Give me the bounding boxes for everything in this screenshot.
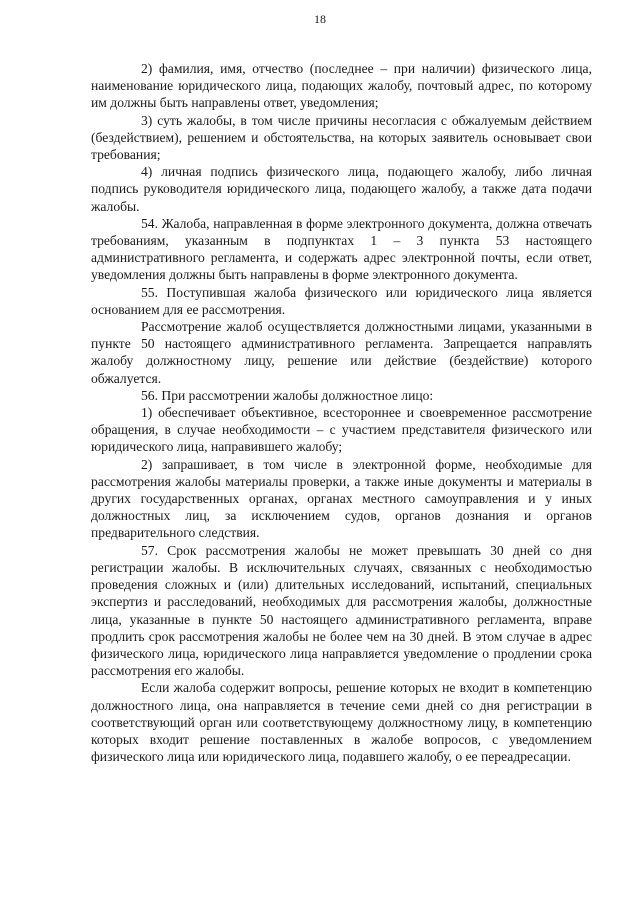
paragraph-clause-56: 56. При рассмотрении жалобы должностное лицо: xyxy=(141,387,434,403)
paragraph-item-4-signature: 4) личная подпись физического лица, подающего жалобу, либо личная подпись руководителя юридического лица, подающего жалобу, а также дата подачи жалобы. xyxy=(91,164,592,214)
paragraph-clause-55: 55. Поступившая жалоба физического или юридического лица является основанием для ее рассмотрения. xyxy=(91,284,592,317)
paragraph-clause-54: 54. Жалоба, направленная в форме электронного документа, должна отвечать требованиям, указанным в подпунктах 1 – 3 пункта 53 настоящего административного регламента, и содержать адрес электронной почты, если ответ, уведомления должны быть направлены в форме электронного документа. xyxy=(91,215,592,283)
paragraph-item-2-full-name: 2) фамилия, имя, отчество (последнее – при наличии) физического лица, наименование юридического лица, подающих жалобу, почтовый адрес, по которому им должны быть направлены ответ, уведомления; xyxy=(91,61,592,111)
paragraph-review-officials: Рассмотрение жалоб осуществляется должностными лицами, указанными в пункте 50 настоящего административного регламента. Запрещается направлять жалобу должностному лицу, решение или действие (бездействие) которого обжалуется. xyxy=(91,319,592,386)
page-number: 18 xyxy=(314,12,326,26)
paragraph-clause-56-item-2: 2) запрашивает, в том числе в электронной форме, необходимые для рассмотрения жалобы материалы проверки, а также иные документы и материалы в других государственных органах, органах местного самоуправления и у иных должностных лиц, за исключением судов, органов дознания и органов предварительного следствия. xyxy=(91,456,592,541)
paragraph-redirection: Если жалоба содержит вопросы, решение которых не входит в компетенцию должностного лица, она направляется в течение семи дней со дня регистрации в соответствующий орган или соответствующему должностному лицу, в компетенцию которых входит решение поставленных в жалобе вопросов, с уведомлением физического лица или юридического лица, подавшего жалобу, о ее переадресации. xyxy=(91,680,592,765)
paragraph-clause-56-item-1: 1) обеспечивает объективное, всестороннее и своевременное рассмотрение обращения, в случае необходимости – с участием представителя физического или юридического лица, направившего жалобу; xyxy=(91,405,592,455)
document-body xyxy=(91,60,592,765)
paragraph-clause-57: 57. Срок рассмотрения жалобы не может превышать 30 дней со дня регистрации жалобы. В исключительных случаях, связанных с необходимостью проведения сложных и (или) длительных исследований, испытаний, специальных экспертиз и расследований, необходимых для рассмотрения жалобы, должностные лица, указанные в пункте 50 настоящего административного регламента, вправе продлить срок рассмотрения жалобы не более чем на 30 дней. В этом случае в адрес физического лица, юридического лица направляется уведомление о продлении срока рассмотрения его жалобы. xyxy=(91,542,592,679)
paragraph-item-3-complaint-essence: 3) суть жалобы, в том числе причины несогласия с обжалуемым действием (бездействием), решением и обстоятельства, на которых заявитель основывает свои требования; xyxy=(91,112,592,163)
